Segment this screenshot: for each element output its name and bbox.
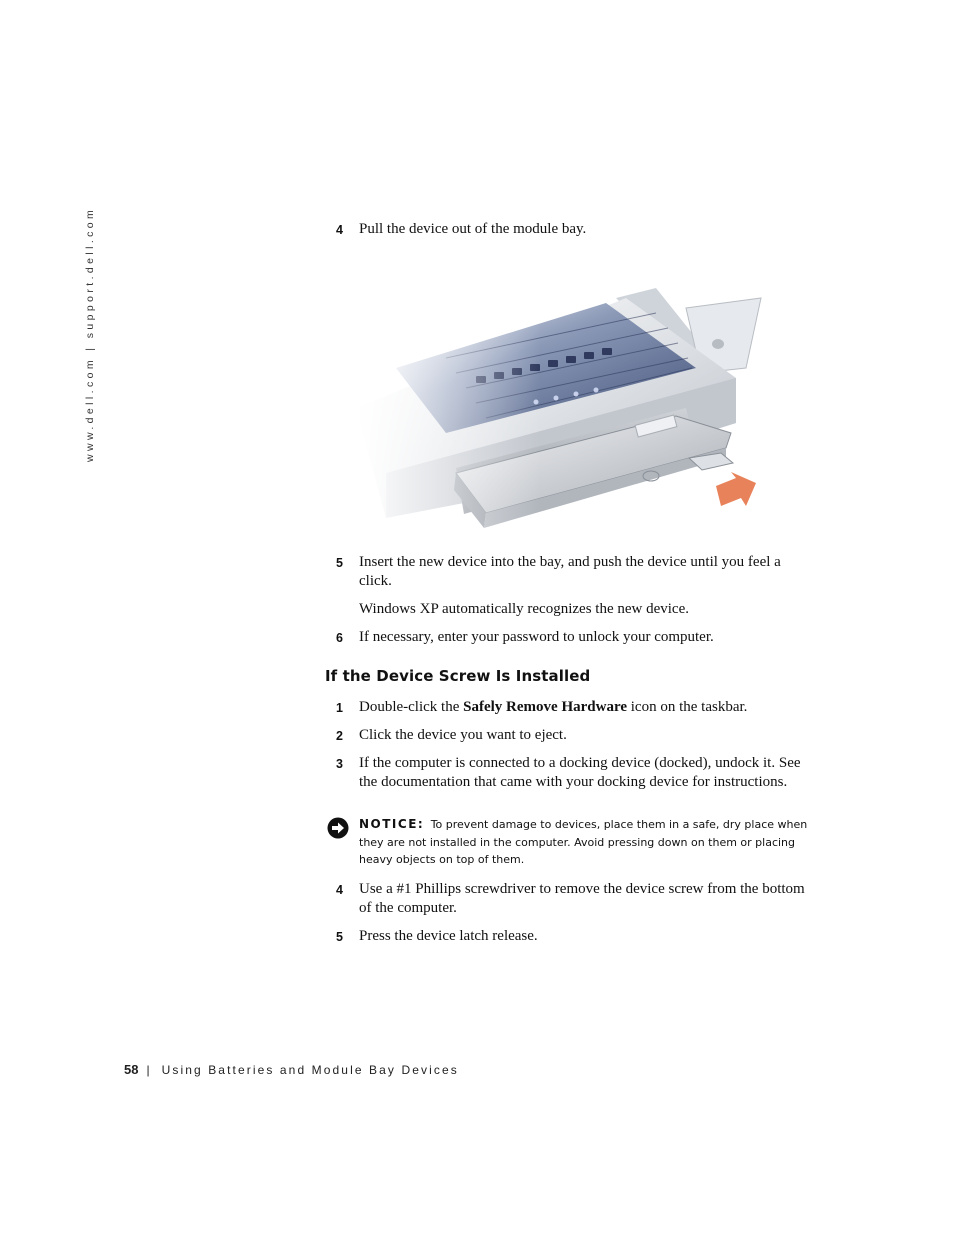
notice-text: NOTICE: To prevent damage to devices, place them in a safe, dry place when they are not installed in the computer. Avoid pressing down on them or placing heavy objects on top of them. [359,817,808,866]
page-footer [124,1062,459,1077]
step-2-click-device [336,726,816,745]
chapter-title: Using Batteries and Module Bay Devices [161,1063,459,1077]
step-number: 3 [336,757,343,771]
notice-box [326,816,816,869]
step-text: Press the device latch release. [359,928,538,944]
notice-label: NOTICE: [359,817,425,831]
notice-arrow-icon [326,816,350,840]
step-number: 4 [336,223,343,237]
step-4-pull [336,220,816,239]
step-text: Double-click the Safely Remove Hardware icon on the taskbar. [359,699,748,715]
step-6-password [336,628,816,647]
step-5-latch [336,927,816,946]
page-number: 58 [124,1062,139,1077]
step-1-double-click [336,698,816,717]
section-heading: If the Device Screw Is Installed [325,667,591,685]
step-number: 1 [336,701,343,715]
step-4-screwdriver [336,880,816,918]
ui-term: Safely Remove Hardware [463,699,627,715]
step-3-undock [336,754,816,792]
step-text: Insert the new device into the bay, and push the device until you feel a click. [359,554,781,589]
step-text: Pull the device out of the module bay. [359,221,587,237]
side-url: www.dell.com | support.dell.com [84,206,96,462]
step-text: If necessary, enter your password to unlock your computer. [359,629,714,645]
step-number: 5 [336,930,343,944]
step-text: If the computer is connected to a docking device (docked), undock it. See the documentation that came with your docking device for instructions. [359,755,801,790]
footer-separator: | [146,1063,150,1077]
step-number: 4 [336,883,343,897]
step-number: 6 [336,631,343,645]
laptop-module-bay-illustration [356,258,766,538]
step-number: 2 [336,729,343,743]
step-text: Use a #1 Phillips screwdriver to remove the device screw from the bottom of the computer. [359,881,805,916]
windows-xp-note: Windows XP automatically recognizes the new device. [359,601,689,617]
step-number: 5 [336,556,343,570]
step-text: Click the device you want to eject. [359,727,567,743]
step-5-insert [336,553,816,591]
